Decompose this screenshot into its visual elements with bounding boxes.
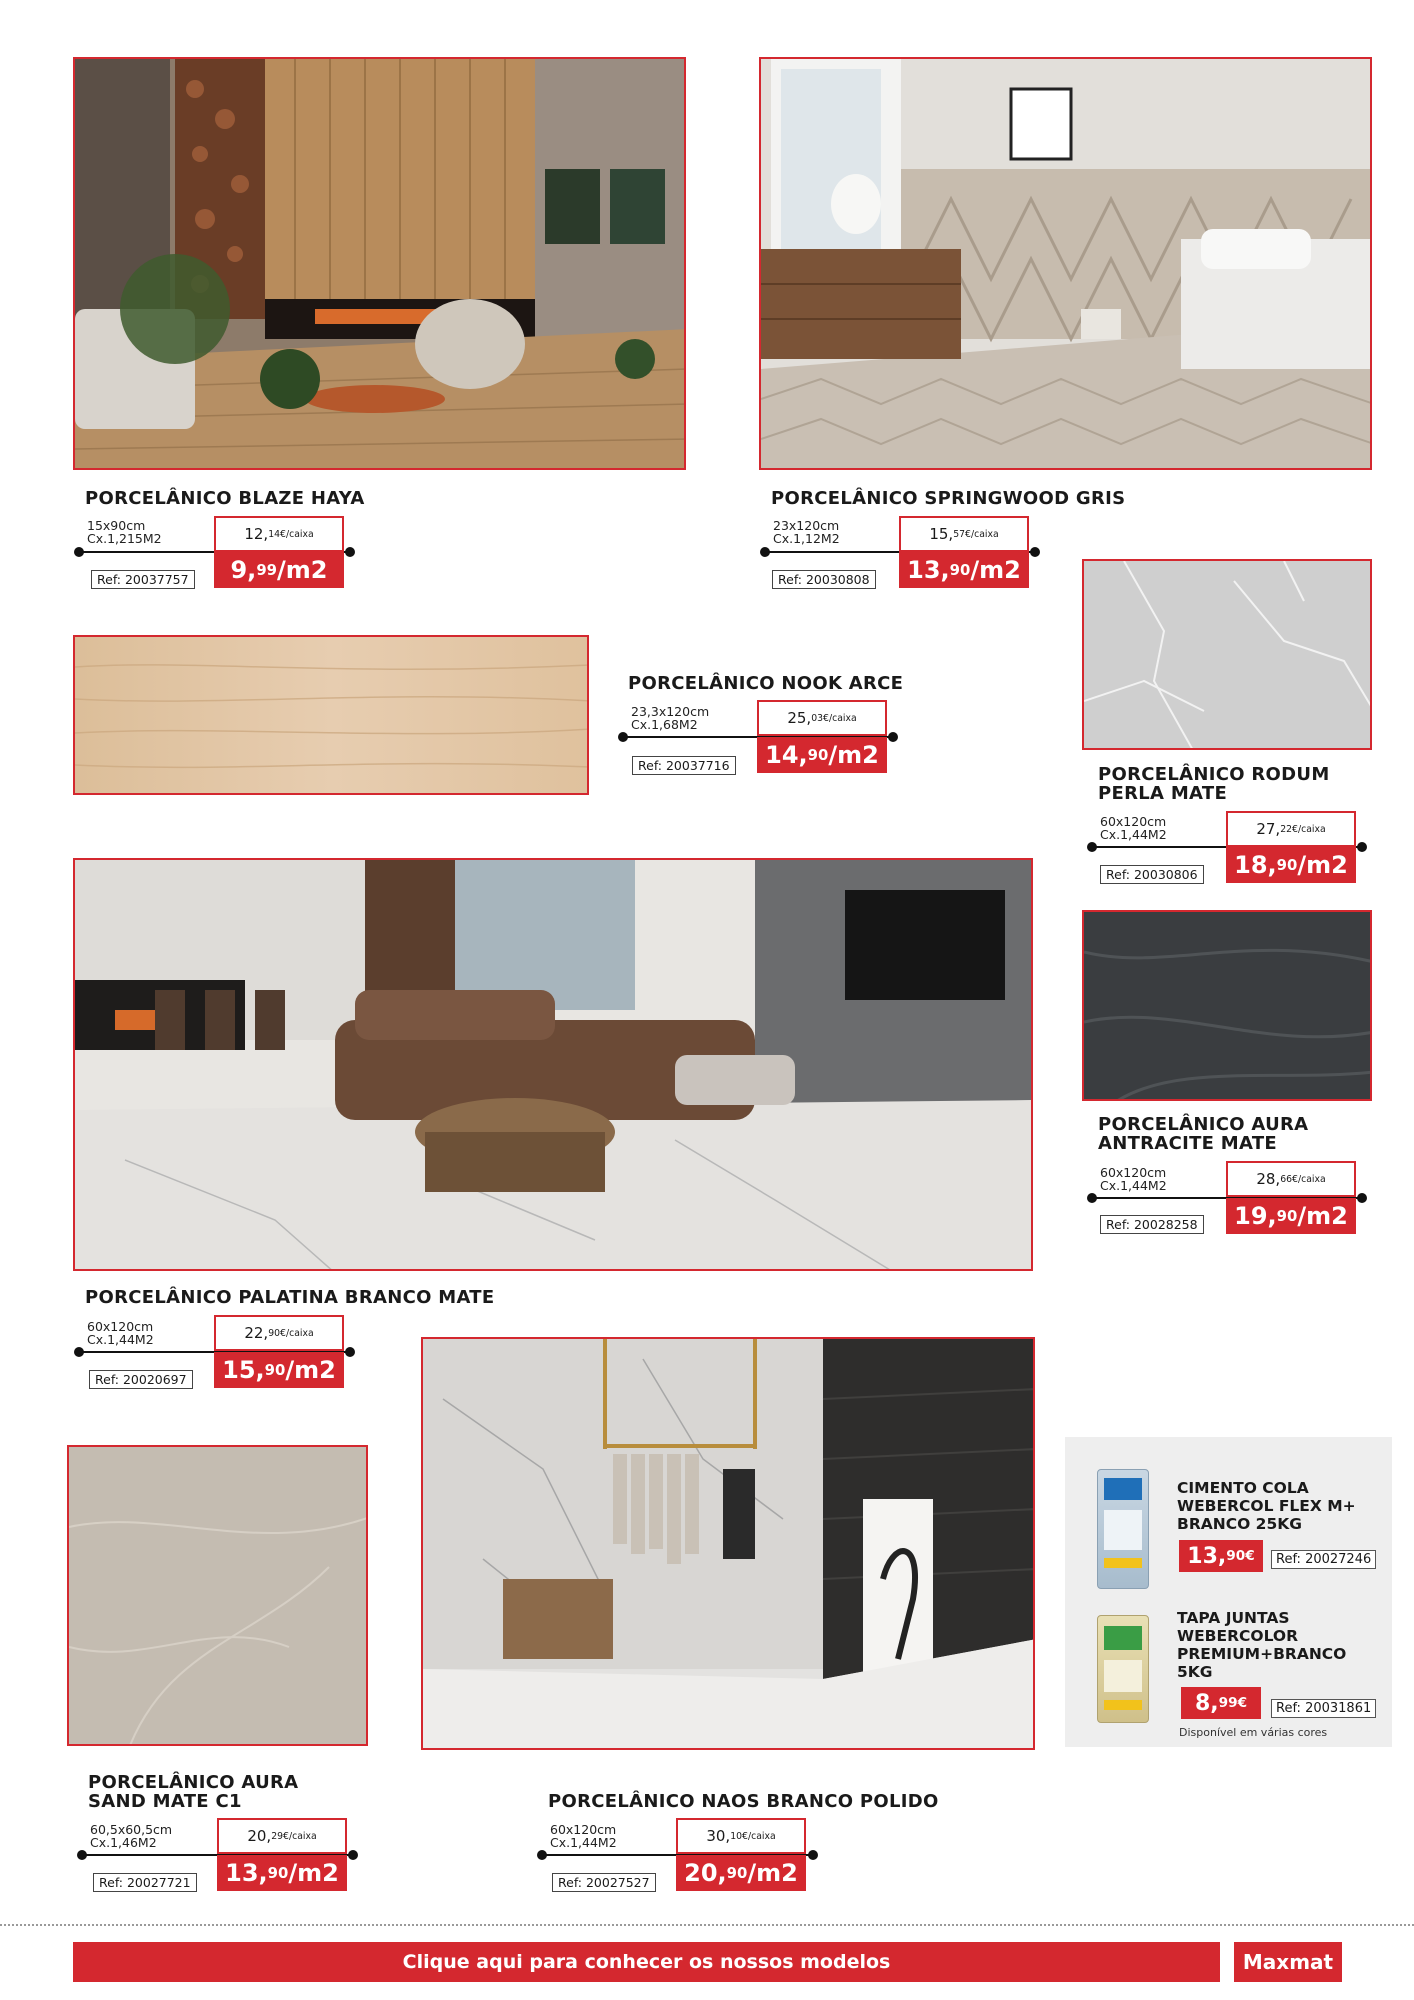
m2-price-dec: 90	[1276, 1207, 1298, 1225]
m2-price-dec: 90	[726, 1864, 748, 1882]
box-price-unit: €/caixa	[965, 528, 999, 540]
box-price	[1226, 811, 1356, 847]
box-price-int: 28,	[1256, 1170, 1281, 1188]
brand-label: Maxmat	[1242, 1950, 1334, 1974]
box-price-int: 27,	[1256, 820, 1281, 838]
tapa-title-2: WEBERCOLOR	[1177, 1627, 1299, 1645]
cimento-title-1: CIMENTO COLA	[1177, 1479, 1309, 1497]
box-price	[1226, 1161, 1356, 1197]
box-price-unit: €/caixa	[742, 1830, 776, 1842]
product-title: PORCELÂNICO RODUM	[1098, 764, 1330, 785]
box-price-int: 22,	[244, 1324, 269, 1342]
brand-button[interactable]	[1234, 1942, 1342, 1982]
box-price-int: 25,	[787, 709, 812, 727]
product-title: PORCELÂNICO AURA	[1098, 1114, 1309, 1135]
nook-arce-swatch	[73, 635, 589, 795]
cta-label: Clique aqui para conhecer os nossos modelos	[402, 1951, 891, 1973]
m2-price	[1226, 1198, 1356, 1234]
product-title: PORCELÂNICO NOOK ARCE	[628, 673, 904, 694]
box-price-int: 12,	[244, 525, 269, 543]
m2-price-unit: /m2	[747, 1859, 798, 1887]
accessories-panel	[1065, 1437, 1392, 1747]
footer-divider	[0, 1924, 1414, 1926]
m2-price	[214, 1352, 344, 1388]
product-size: 23,3x120cm	[631, 704, 710, 719]
box-price	[217, 1818, 347, 1854]
product-box: Cx.1,12M2	[773, 531, 840, 546]
m2-price-int: 13,	[225, 1859, 268, 1887]
cta-button[interactable]	[73, 1942, 1220, 1982]
product-ref: Ref: 20030808	[772, 570, 876, 589]
m2-price-unit: /m2	[1297, 1202, 1348, 1230]
box-price-dec: 66	[1280, 1173, 1293, 1185]
box-price-dec: 29	[271, 1830, 284, 1842]
m2-price-int: 20,	[684, 1859, 727, 1887]
box-price-unit: €/caixa	[280, 528, 314, 540]
m2-price-unit: /m2	[288, 1859, 339, 1887]
tapa-price-dec: 99€	[1218, 1695, 1248, 1711]
m2-price-dec: 90	[1276, 856, 1298, 874]
product-ref: Ref: 20027527	[552, 1873, 656, 1892]
product-ref: Ref: 20027721	[93, 1873, 197, 1892]
m2-price-int: 14,	[765, 741, 808, 769]
product-ref: Ref: 20037716	[632, 756, 736, 775]
m2-price-dec: 90	[267, 1864, 289, 1882]
box-price-dec: 57	[953, 528, 966, 540]
rodum-perla-swatch	[1082, 559, 1372, 750]
product-title: PORCELÂNICO AURA	[88, 1772, 299, 1793]
product-size: 60x120cm	[1100, 814, 1167, 829]
cimento-price-dec: 90€	[1226, 1548, 1255, 1564]
tapa-colors-note: Disponível em várias cores	[1179, 1726, 1328, 1739]
aura-sand-swatch	[67, 1445, 368, 1746]
box-price	[676, 1818, 806, 1854]
product-size: 60x120cm	[1100, 1165, 1167, 1180]
product-ref: Ref: 20028258	[1100, 1215, 1204, 1234]
box-price-unit: €/caixa	[1292, 823, 1326, 835]
product-box: Cx.1,46M2	[90, 1835, 157, 1850]
tapa-title-4: 5KG	[1177, 1663, 1213, 1681]
cimento-title-2: WEBERCOL FLEX M+	[1177, 1497, 1356, 1515]
box-price-dec: 03	[811, 712, 824, 724]
product-box: Cx.1,44M2	[87, 1332, 154, 1347]
cimento-title-3: BRANCO 25KG	[1177, 1515, 1302, 1533]
m2-price-unit: /m2	[1297, 851, 1348, 879]
box-price-unit: €/caixa	[280, 1327, 314, 1339]
box-price-unit: €/caixa	[1292, 1173, 1326, 1185]
box-price-int: 30,	[706, 1827, 731, 1845]
tapa-price	[1181, 1687, 1261, 1719]
tapa-title-1: TAPA JUNTAS	[1177, 1609, 1290, 1627]
m2-price-dec: 90	[264, 1361, 286, 1379]
box-price-dec: 22	[1280, 823, 1293, 835]
cimento-price	[1179, 1540, 1263, 1572]
product-box: Cx.1,44M2	[1100, 827, 1167, 842]
m2-price	[757, 737, 887, 773]
m2-price	[1226, 847, 1356, 883]
box-price	[214, 1315, 344, 1351]
tapa-juntas-bag-image	[1097, 1615, 1149, 1723]
m2-price-int: 13,	[907, 556, 950, 584]
product-size: 15x90cm	[87, 518, 146, 533]
product-title-line2: SAND MATE C1	[88, 1791, 242, 1812]
m2-price-int: 15,	[222, 1356, 265, 1384]
product-title: PORCELÂNICO NAOS BRANCO POLIDO	[548, 1791, 939, 1812]
product-box: Cx.1,44M2	[550, 1835, 617, 1850]
m2-price-int: 9,	[230, 556, 257, 584]
product-box: Cx.1,44M2	[1100, 1178, 1167, 1193]
product-ref: Ref: 20037757	[91, 570, 195, 589]
springwood-gris-photo	[759, 57, 1372, 470]
m2-price-int: 18,	[1234, 851, 1277, 879]
product-title: PORCELÂNICO BLAZE HAYA	[85, 488, 365, 509]
product-size: 60,5x60,5cm	[90, 1822, 173, 1837]
tapa-ref: Ref: 20031861	[1271, 1699, 1376, 1718]
product-size: 60x120cm	[550, 1822, 617, 1837]
box-price	[899, 516, 1029, 552]
m2-price	[217, 1855, 347, 1891]
tapa-title-3: PREMIUM+BRANCO	[1177, 1645, 1347, 1663]
m2-price-dec: 90	[807, 746, 829, 764]
box-price-dec: 10	[730, 1830, 743, 1842]
cimento-ref: Ref: 20027246	[1271, 1550, 1376, 1569]
product-size: 60x120cm	[87, 1319, 154, 1334]
box-price	[757, 700, 887, 736]
blaze-haya-photo	[73, 57, 686, 470]
box-price-unit: €/caixa	[283, 1830, 317, 1842]
product-box: Cx.1,68M2	[631, 717, 698, 732]
m2-price-unit: /m2	[285, 1356, 336, 1384]
box-price-unit: €/caixa	[823, 712, 857, 724]
m2-price	[899, 552, 1029, 588]
product-box: Cx.1,215M2	[87, 531, 162, 546]
m2-price-dec: 99	[256, 561, 278, 579]
aura-antracite-swatch	[1082, 910, 1372, 1101]
box-price-int: 20,	[247, 1827, 272, 1845]
product-ref: Ref: 20030806	[1100, 865, 1204, 884]
product-title: PORCELÂNICO SPRINGWOOD GRIS	[771, 488, 1126, 509]
product-title: PORCELÂNICO PALATINA BRANCO MATE	[85, 1287, 495, 1308]
product-title-line2: PERLA MATE	[1098, 783, 1228, 804]
box-price-dec: 90	[268, 1327, 281, 1339]
m2-price-unit: /m2	[828, 741, 879, 769]
cimento-bag-image	[1097, 1469, 1149, 1589]
box-price-dec: 14	[268, 528, 281, 540]
box-price-int: 15,	[929, 525, 954, 543]
m2-price	[676, 1855, 806, 1891]
palatina-branco-photo	[73, 858, 1033, 1271]
m2-price-unit: /m2	[970, 556, 1021, 584]
m2-price-unit: /m2	[277, 556, 328, 584]
product-size: 23x120cm	[773, 518, 840, 533]
tapa-price-int: 8,	[1194, 1690, 1219, 1716]
cimento-price-int: 13,	[1187, 1543, 1227, 1569]
m2-price	[214, 552, 344, 588]
product-ref: Ref: 20020697	[89, 1370, 193, 1389]
box-price	[214, 516, 344, 552]
naos-branco-photo	[421, 1337, 1035, 1750]
m2-price-dec: 90	[949, 561, 971, 579]
m2-price-int: 19,	[1234, 1202, 1277, 1230]
product-title-line2: ANTRACITE MATE	[1098, 1133, 1278, 1154]
